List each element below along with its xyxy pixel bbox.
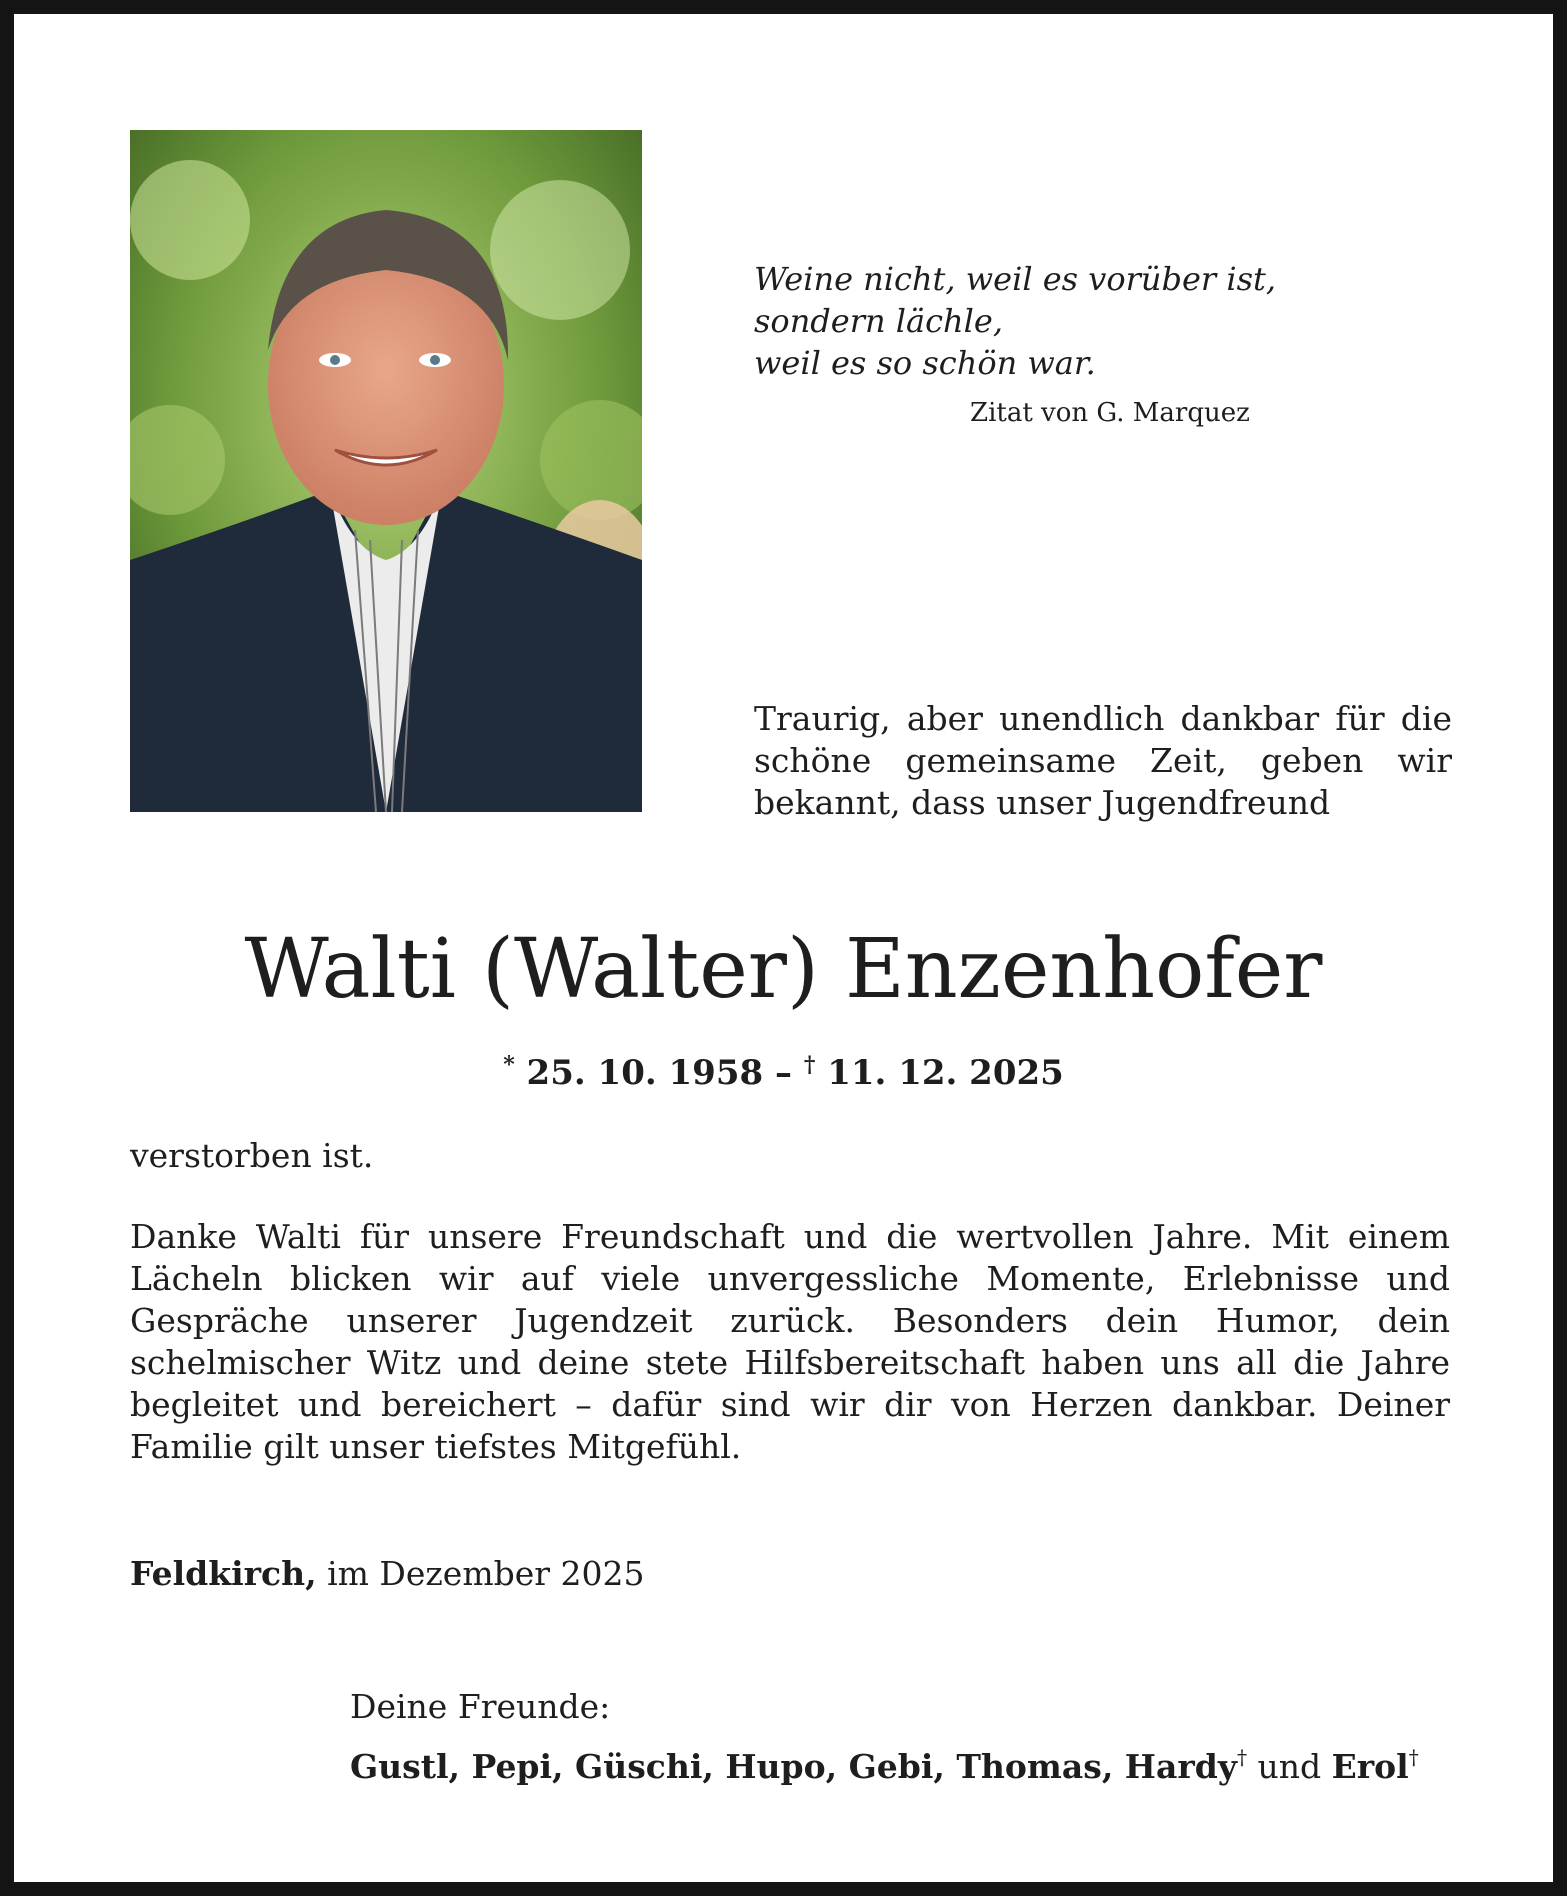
place: Feldkirch,	[130, 1554, 317, 1593]
quote-line: sondern lächle,	[754, 302, 1003, 340]
intro-line: Traurig, aber unendlich dankbar für die	[754, 699, 1452, 738]
died-text: verstorben ist.	[130, 1136, 374, 1175]
portrait-photo	[130, 130, 642, 812]
conjunction: und	[1247, 1747, 1332, 1786]
life-dates	[14, 1052, 1553, 1093]
signature-intro: Deine Freunde:	[350, 1687, 611, 1726]
intro-text	[754, 698, 1452, 824]
deceased-mark: †	[1408, 1745, 1419, 1769]
place-date	[130, 1554, 645, 1593]
tribute-line: Gespräche unserer Jugendzeit zurück. Besonders dein Humor, dein	[130, 1301, 1450, 1340]
quote	[754, 258, 1277, 384]
date-separator: –	[763, 1053, 804, 1093]
tribute-line: schelmischer Witz und deine stete Hilfsbereitschaft haben uns all die Jahre	[130, 1343, 1450, 1382]
tribute-line: begleitet und bereichert – dafür sind wir dir von Herzen dankbar. Deiner	[130, 1385, 1450, 1424]
deceased-name: Walti (Walter) Enzenhofer	[244, 922, 1323, 1017]
intro-line: schöne gemeinsame Zeit, geben wir	[754, 741, 1452, 780]
signature-names	[350, 1732, 1419, 1792]
friends-names: Gustl, Pepi, Güschi, Hupo, Gebi, Thomas, Hardy	[350, 1747, 1237, 1786]
death-symbol: †	[803, 1052, 816, 1078]
birth-symbol: *	[503, 1052, 515, 1078]
date-text: im Dezember 2025	[316, 1554, 645, 1593]
tribute-text	[130, 1216, 1450, 1468]
tribute-line: Danke Walti für unsere Freundschaft und die wertvollen Jahre. Mit einem	[130, 1217, 1450, 1256]
tribute-line: Familie gilt unser tiefstes Mitgefühl.	[130, 1427, 742, 1466]
portrait-photo-image	[130, 130, 642, 812]
birth-date: 25. 10. 1958	[526, 1053, 764, 1093]
signature	[350, 1682, 1419, 1792]
death-date: 11. 12. 2025	[827, 1053, 1064, 1093]
tribute-line: Lächeln blicken wir auf viele unvergessliche Momente, Erlebnisse und	[130, 1259, 1450, 1298]
quote-line: Weine nicht, weil es vorüber ist,	[754, 260, 1277, 298]
last-friend-name: Erol	[1331, 1747, 1409, 1786]
quote-attribution: Zitat von G. Marquez	[970, 398, 1250, 428]
intro-line: bekannt, dass unser Jugendfreund	[754, 783, 1331, 822]
deceased-mark: †	[1237, 1745, 1247, 1769]
quote-line: weil es so schön war.	[754, 344, 1096, 382]
